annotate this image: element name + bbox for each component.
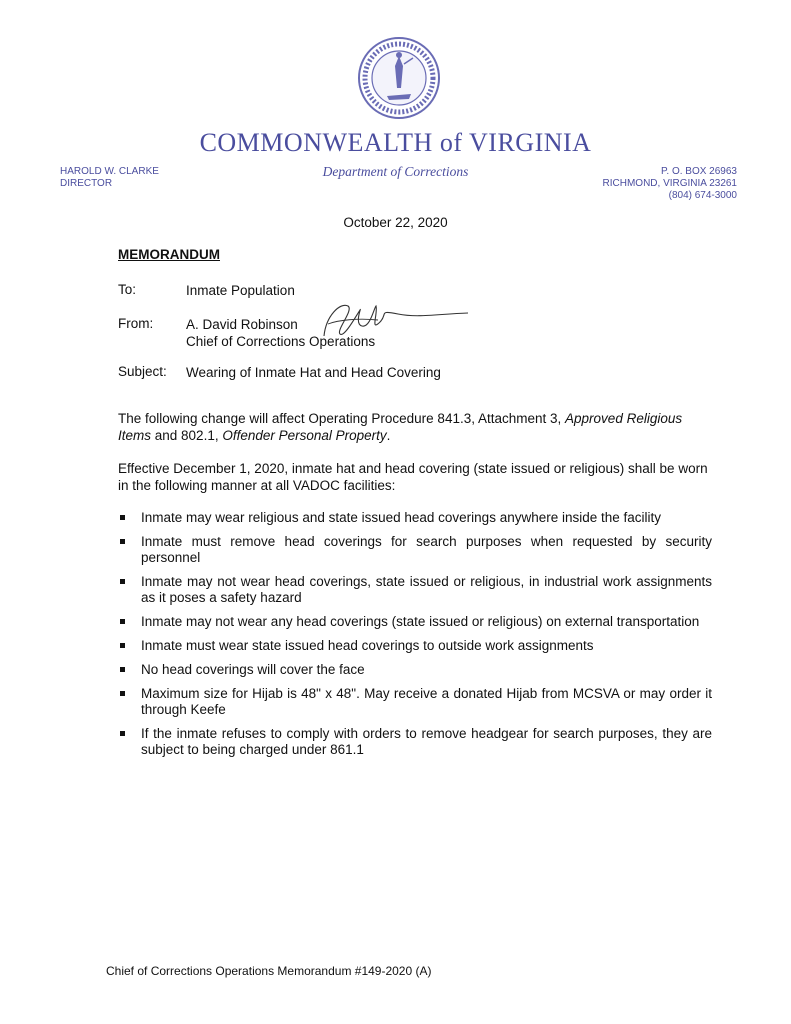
department-name: Department of Corrections bbox=[322, 164, 469, 179]
list-item: Inmate must remove head coverings for search purposes when requested by security personnel bbox=[118, 534, 712, 566]
intro-paragraph: The following change will affect Operating Procedure 841.3, Attachment 3, Approved Religious Items and 802.1, Offender Personal Property. bbox=[118, 411, 683, 443]
from-title: Chief of Corrections Operations bbox=[186, 334, 376, 349]
director-name: HAROLD W. CLARKE bbox=[60, 166, 159, 177]
bullet-icon bbox=[120, 643, 125, 648]
director-title: DIRECTOR bbox=[60, 178, 113, 189]
approved-religious-items: Approved Religious Items bbox=[118, 411, 683, 443]
from-label: From: bbox=[118, 316, 154, 331]
bullet-icon bbox=[120, 515, 125, 520]
list-item: If the inmate refuses to comply with orders to remove headgear for search purposes, they are subject to being charged under 861.1 bbox=[118, 726, 712, 758]
memo-footer: Chief of Corrections Operations Memorandum #149-2020 (A) bbox=[106, 964, 432, 978]
bullet-icon bbox=[120, 731, 125, 736]
from-name: A. David Robinson bbox=[186, 317, 298, 332]
bullet-icon bbox=[120, 539, 125, 544]
subject-value: Wearing of Inmate Hat and Head Covering bbox=[186, 365, 441, 380]
bullet-icon bbox=[120, 667, 125, 672]
memo-heading: MEMORANDUM bbox=[118, 247, 220, 262]
list-item: Maximum size for Hijab is 48" x 48". May receive a donated Hijab from MCSVA or may order it through Keefe bbox=[118, 686, 712, 718]
address-block bbox=[603, 166, 737, 202]
bullet-icon bbox=[120, 619, 125, 624]
rules-list bbox=[118, 510, 712, 766]
address-city: RICHMOND, VIRGINIA 23261 bbox=[602, 178, 737, 189]
offender-personal-property: Offender Personal Property bbox=[222, 428, 387, 443]
list-item: No head coverings will cover the face bbox=[118, 662, 712, 678]
state-seal-icon bbox=[357, 36, 441, 120]
list-item: Inmate must wear state issued head coverings to outside work assignments bbox=[118, 638, 712, 654]
to-label: To: bbox=[118, 282, 137, 297]
memo-date: October 22, 2020 bbox=[343, 215, 448, 230]
address-po-box: P. O. BOX 26963 bbox=[661, 166, 737, 177]
director-block bbox=[60, 166, 159, 190]
to-value: Inmate Population bbox=[186, 283, 295, 298]
letterhead-title: COMMONWEALTH of VIRGINIA bbox=[199, 128, 592, 157]
address-phone: (804) 674-3000 bbox=[668, 190, 737, 201]
effective-paragraph: Effective December 1, 2020, inmate hat and head covering (state issued or religious) shall be worn in the following manner at all VADOC facilities: bbox=[118, 461, 708, 493]
bullet-icon bbox=[120, 579, 125, 584]
list-item: Inmate may wear religious and state issued head coverings anywhere inside the facility bbox=[118, 510, 712, 526]
bullet-icon bbox=[120, 691, 125, 696]
signature-icon bbox=[318, 296, 470, 342]
list-item: Inmate may not wear head coverings, state issued or religious, in industrial work assignments as it poses a safety hazard bbox=[118, 574, 712, 606]
list-item: Inmate may not wear any head coverings (state issued or religious) on external transportation bbox=[118, 614, 712, 630]
subject-label: Subject: bbox=[118, 364, 167, 379]
